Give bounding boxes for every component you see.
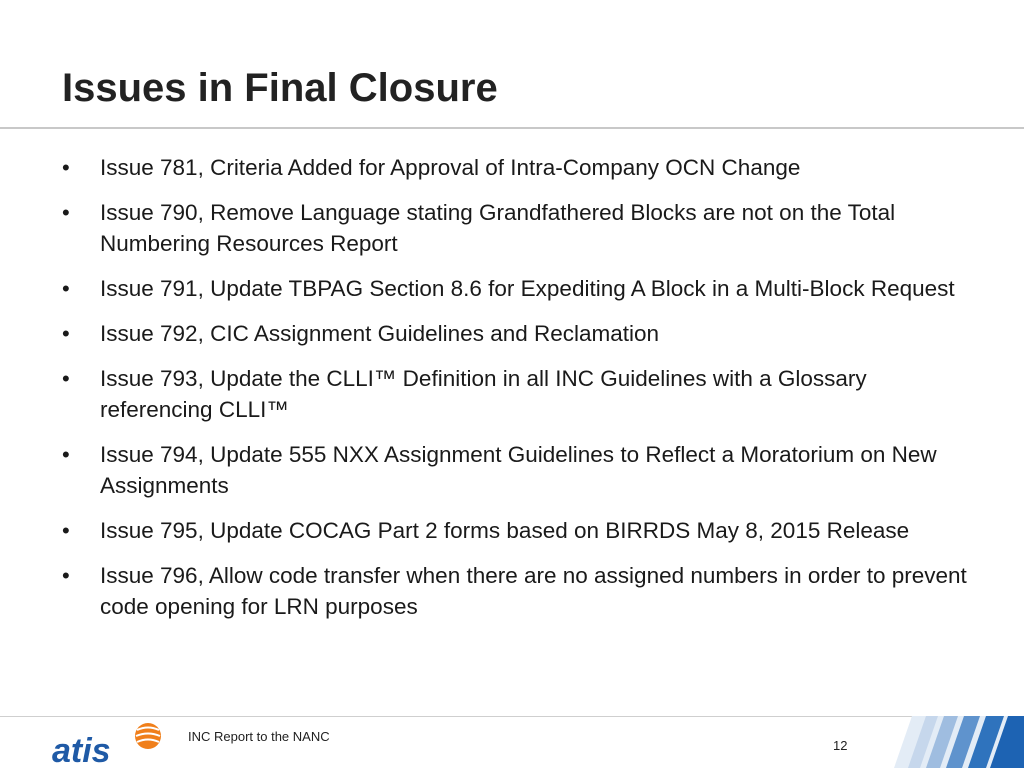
atis-logo <box>48 718 168 768</box>
list-item <box>62 439 967 501</box>
logo-wordmark: atis <box>52 732 111 768</box>
list-item-text: Issue 792, CIC Assignment Guidelines and Reclamation <box>100 321 660 346</box>
list-item <box>62 560 967 622</box>
issue-list <box>62 152 967 636</box>
list-item <box>62 363 967 425</box>
bullet-icon: • <box>62 200 70 225</box>
footer-stripes-decoration <box>874 716 1024 768</box>
title-divider <box>0 127 1024 129</box>
logo-swirl-icon <box>135 723 161 749</box>
list-item <box>62 273 967 304</box>
list-item <box>62 515 967 546</box>
list-item-text: Issue 795, Update COCAG Part 2 forms based on BIRRDS May 8, 2015 Release <box>100 518 910 543</box>
page-number: 12 <box>833 738 848 753</box>
list-item-text: Issue 794, Update 555 NXX Assignment Guidelines to Reflect a Moratorium on New Assignments <box>100 442 937 498</box>
list-item-text: Issue 791, Update TBPAG Section 8.6 for Expediting A Block in a Multi-Block Request <box>100 276 955 301</box>
list-item-text: Issue 781, Criteria Added for Approval of Intra-Company OCN Change <box>100 155 801 180</box>
list-item-text: Issue 793, Update the CLLI™ Definition in all INC Guidelines with a Glossary referencing CLLI™ <box>100 366 867 422</box>
bullet-icon: • <box>62 366 70 391</box>
bullet-icon: • <box>62 321 70 346</box>
bullet-icon: • <box>62 155 70 180</box>
list-item <box>62 152 967 183</box>
bullet-icon: • <box>62 276 70 301</box>
list-item <box>62 197 967 259</box>
list-item-text: Issue 790, Remove Language stating Grandfathered Blocks are not on the Total Numbering Resources Report <box>100 200 896 256</box>
list-item <box>62 318 967 349</box>
bullet-icon: • <box>62 563 70 588</box>
list-item-text: Issue 796, Allow code transfer when there are no assigned numbers in order to prevent code opening for LRN purposes <box>100 563 967 619</box>
footer-divider <box>0 716 1024 717</box>
bullet-icon: • <box>62 442 70 467</box>
bullet-icon: • <box>62 518 70 543</box>
slide-title: Issues in Final Closure <box>62 66 498 110</box>
footer-report-label: INC Report to the NANC <box>188 729 330 744</box>
